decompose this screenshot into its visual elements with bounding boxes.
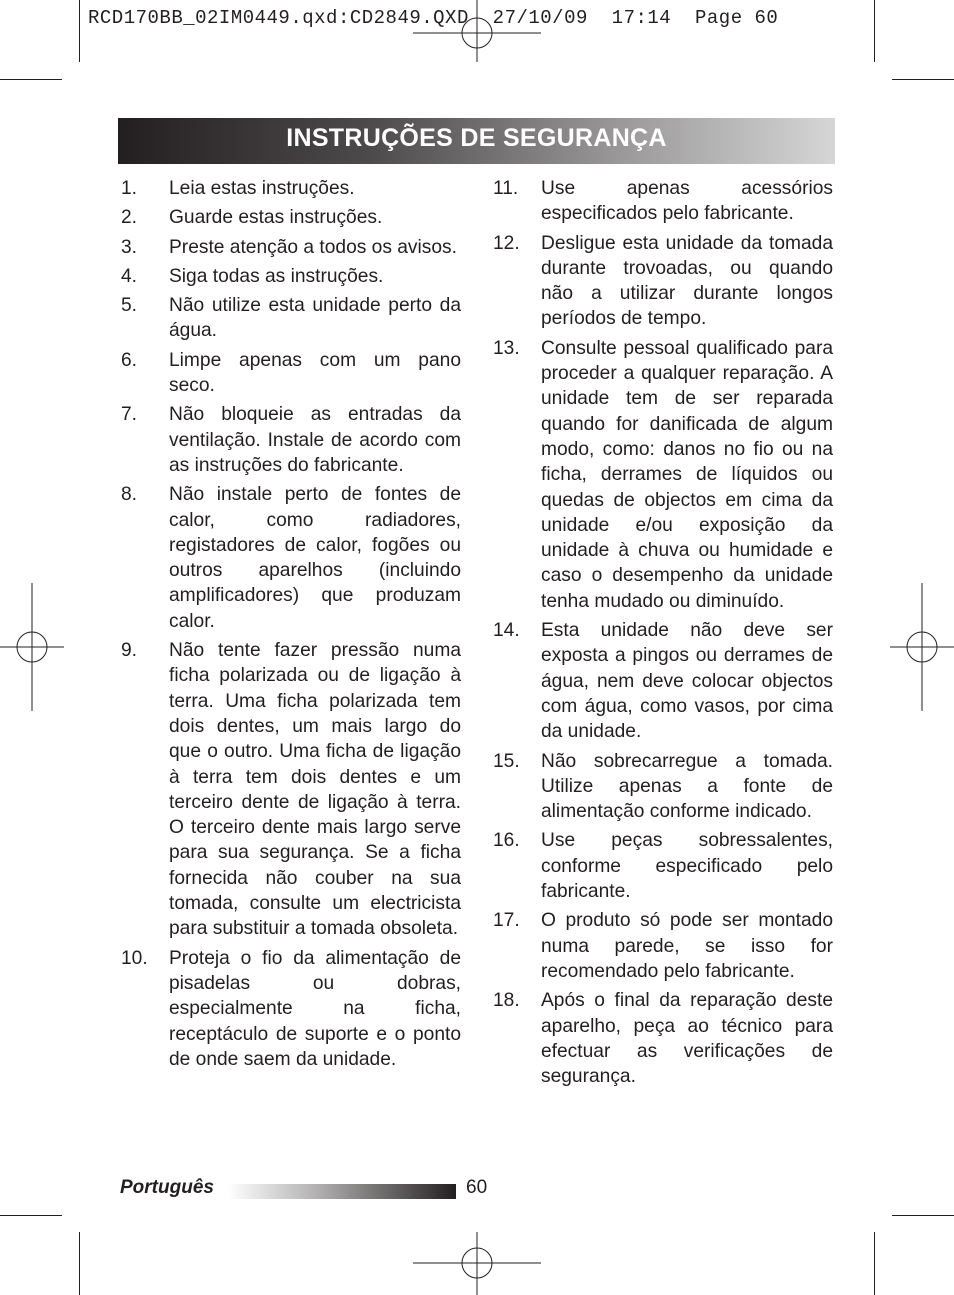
item-number: 13.	[493, 337, 520, 359]
item-text: Desligue esta unidade da tomada durante trovoadas, ou quando não a utilizar durante longos períodos de tempo.	[541, 232, 833, 330]
title-banner	[118, 118, 835, 164]
crop-mark	[79, 0, 80, 62]
instructions-left-column	[121, 176, 461, 1076]
list-item	[493, 618, 833, 744]
item-number: 8.	[121, 484, 138, 506]
item-number: 10.	[121, 947, 148, 969]
item-number: 1.	[121, 178, 138, 199]
list-item	[121, 176, 461, 201]
item-text: Não utilize esta unidade perto da água.	[169, 295, 461, 342]
crop-mark	[874, 1232, 875, 1295]
crop-mark	[0, 79, 62, 80]
crop-mark	[892, 1215, 954, 1216]
item-text: O produto só pode ser montado numa parede, se isso for recomendado pelo fabricante.	[541, 910, 833, 982]
crop-mark	[79, 1232, 80, 1295]
item-number: 6.	[121, 349, 138, 371]
list-item	[493, 749, 833, 825]
item-number: 12.	[493, 232, 520, 254]
list-item	[493, 828, 833, 904]
item-number: 18.	[493, 990, 520, 1012]
item-text: Use peças sobressalentes, conforme especificado pelo fabricante.	[541, 830, 833, 903]
list-item	[121, 235, 461, 260]
item-number: 17.	[493, 910, 520, 932]
list-item	[121, 946, 461, 1072]
list-item	[121, 482, 461, 634]
item-text: Após o final da reparação deste aparelho, peça ao técnico para efectuar as verificações de segurança.	[541, 990, 833, 1088]
item-text: Siga todas as instruções.	[169, 265, 384, 287]
item-text: Guarde estas instruções.	[169, 207, 383, 229]
item-number: 7.	[121, 404, 138, 426]
list-item	[493, 988, 833, 1089]
instructions-right-column	[493, 176, 833, 1093]
item-number: 2.	[121, 207, 138, 229]
item-text: Limpe apenas com um pano seco.	[169, 349, 461, 397]
list-item	[493, 336, 833, 614]
item-text: Não bloqueie as entradas da ventilação. Instale de acordo com as instruções do fabricante.	[169, 404, 461, 476]
list-item	[121, 402, 461, 478]
item-text: Consulte pessoal qualificado para proceder a qualquer reparação. A unidade tem de ser reparada quando for danificada de algum modo, como: danos no fio ou na ficha, derrames de líquidos ou quedas de objectos em cima da unidade e/ou exposição da unidade à chuva ou humidade e caso o desempenho da unidade tenha mudado ou diminuído.	[541, 337, 833, 612]
item-number: 11.	[493, 178, 519, 199]
list-item	[493, 908, 833, 984]
item-number: 16.	[493, 830, 520, 852]
item-number: 4.	[121, 265, 138, 287]
item-number: 9.	[121, 640, 138, 662]
crop-mark	[874, 0, 875, 62]
crop-mark	[892, 79, 954, 80]
crop-mark	[0, 1215, 62, 1216]
footer-language: Português	[120, 1177, 214, 1198]
list-item	[121, 638, 461, 942]
item-number: 5.	[121, 295, 138, 317]
item-text: Não sobrecarregue a tomada. Utilize apenas a fonte de alimentação conforme indicado.	[541, 750, 833, 823]
list-item	[121, 205, 461, 230]
registration-mark-left	[0, 583, 64, 711]
registration-mark-top	[413, 0, 541, 62]
item-number: 3.	[121, 236, 138, 258]
page-number: 60	[466, 1177, 488, 1198]
registration-mark-bottom	[413, 1232, 541, 1295]
print-slug: RCD170BB_02IM0449.qxd:CD2849.QXD 27/10/09 17:14 Page 60	[88, 7, 779, 29]
item-text: Não instale perto de fontes de calor, como radiadores, registadores de calor, fogões ou outros aparelhos (incluindo amplificadores) que produzam calor.	[169, 484, 461, 632]
list-item	[121, 264, 461, 289]
item-text: Use apenas acessórios especificados pelo fabricante.	[541, 178, 833, 225]
item-text: Preste atenção a todos os avisos.	[169, 236, 457, 258]
item-text: Não tente fazer pressão numa ficha polarizada ou de ligação à terra. Uma ficha polarizada tem dois dentes, um mais largo do que o outro. Uma ficha de ligação à terra tem dois dentes e um terceiro dente de ligação à terra. O terceiro dente mais largo serve para sua segurança. Se a ficha fornecida não couber na sua tomada, consulte um electricista para substituir a tomada obsoleta.	[169, 640, 461, 940]
item-text: Esta unidade não deve ser exposta a pingos ou derrames de água, nem deve colocar objectos com água, como vasos, por cima da unidade.	[541, 620, 833, 743]
item-text: Leia estas instruções.	[169, 178, 355, 199]
list-item	[493, 176, 833, 227]
item-number: 14.	[493, 620, 520, 642]
item-number: 15.	[493, 750, 520, 772]
list-item	[121, 293, 461, 344]
list-item	[121, 348, 461, 399]
page-title: INSTRUÇÕES DE SEGURANÇA	[286, 124, 667, 152]
item-text: Proteja o fio da alimentação de pisadelas ou dobras, especialmente na ficha, receptáculo de suporte e o ponto de onde saem da unidade.	[169, 947, 461, 1070]
registration-mark-right	[890, 583, 954, 711]
list-item	[493, 231, 833, 332]
footer-gradient-bar	[228, 1184, 456, 1199]
